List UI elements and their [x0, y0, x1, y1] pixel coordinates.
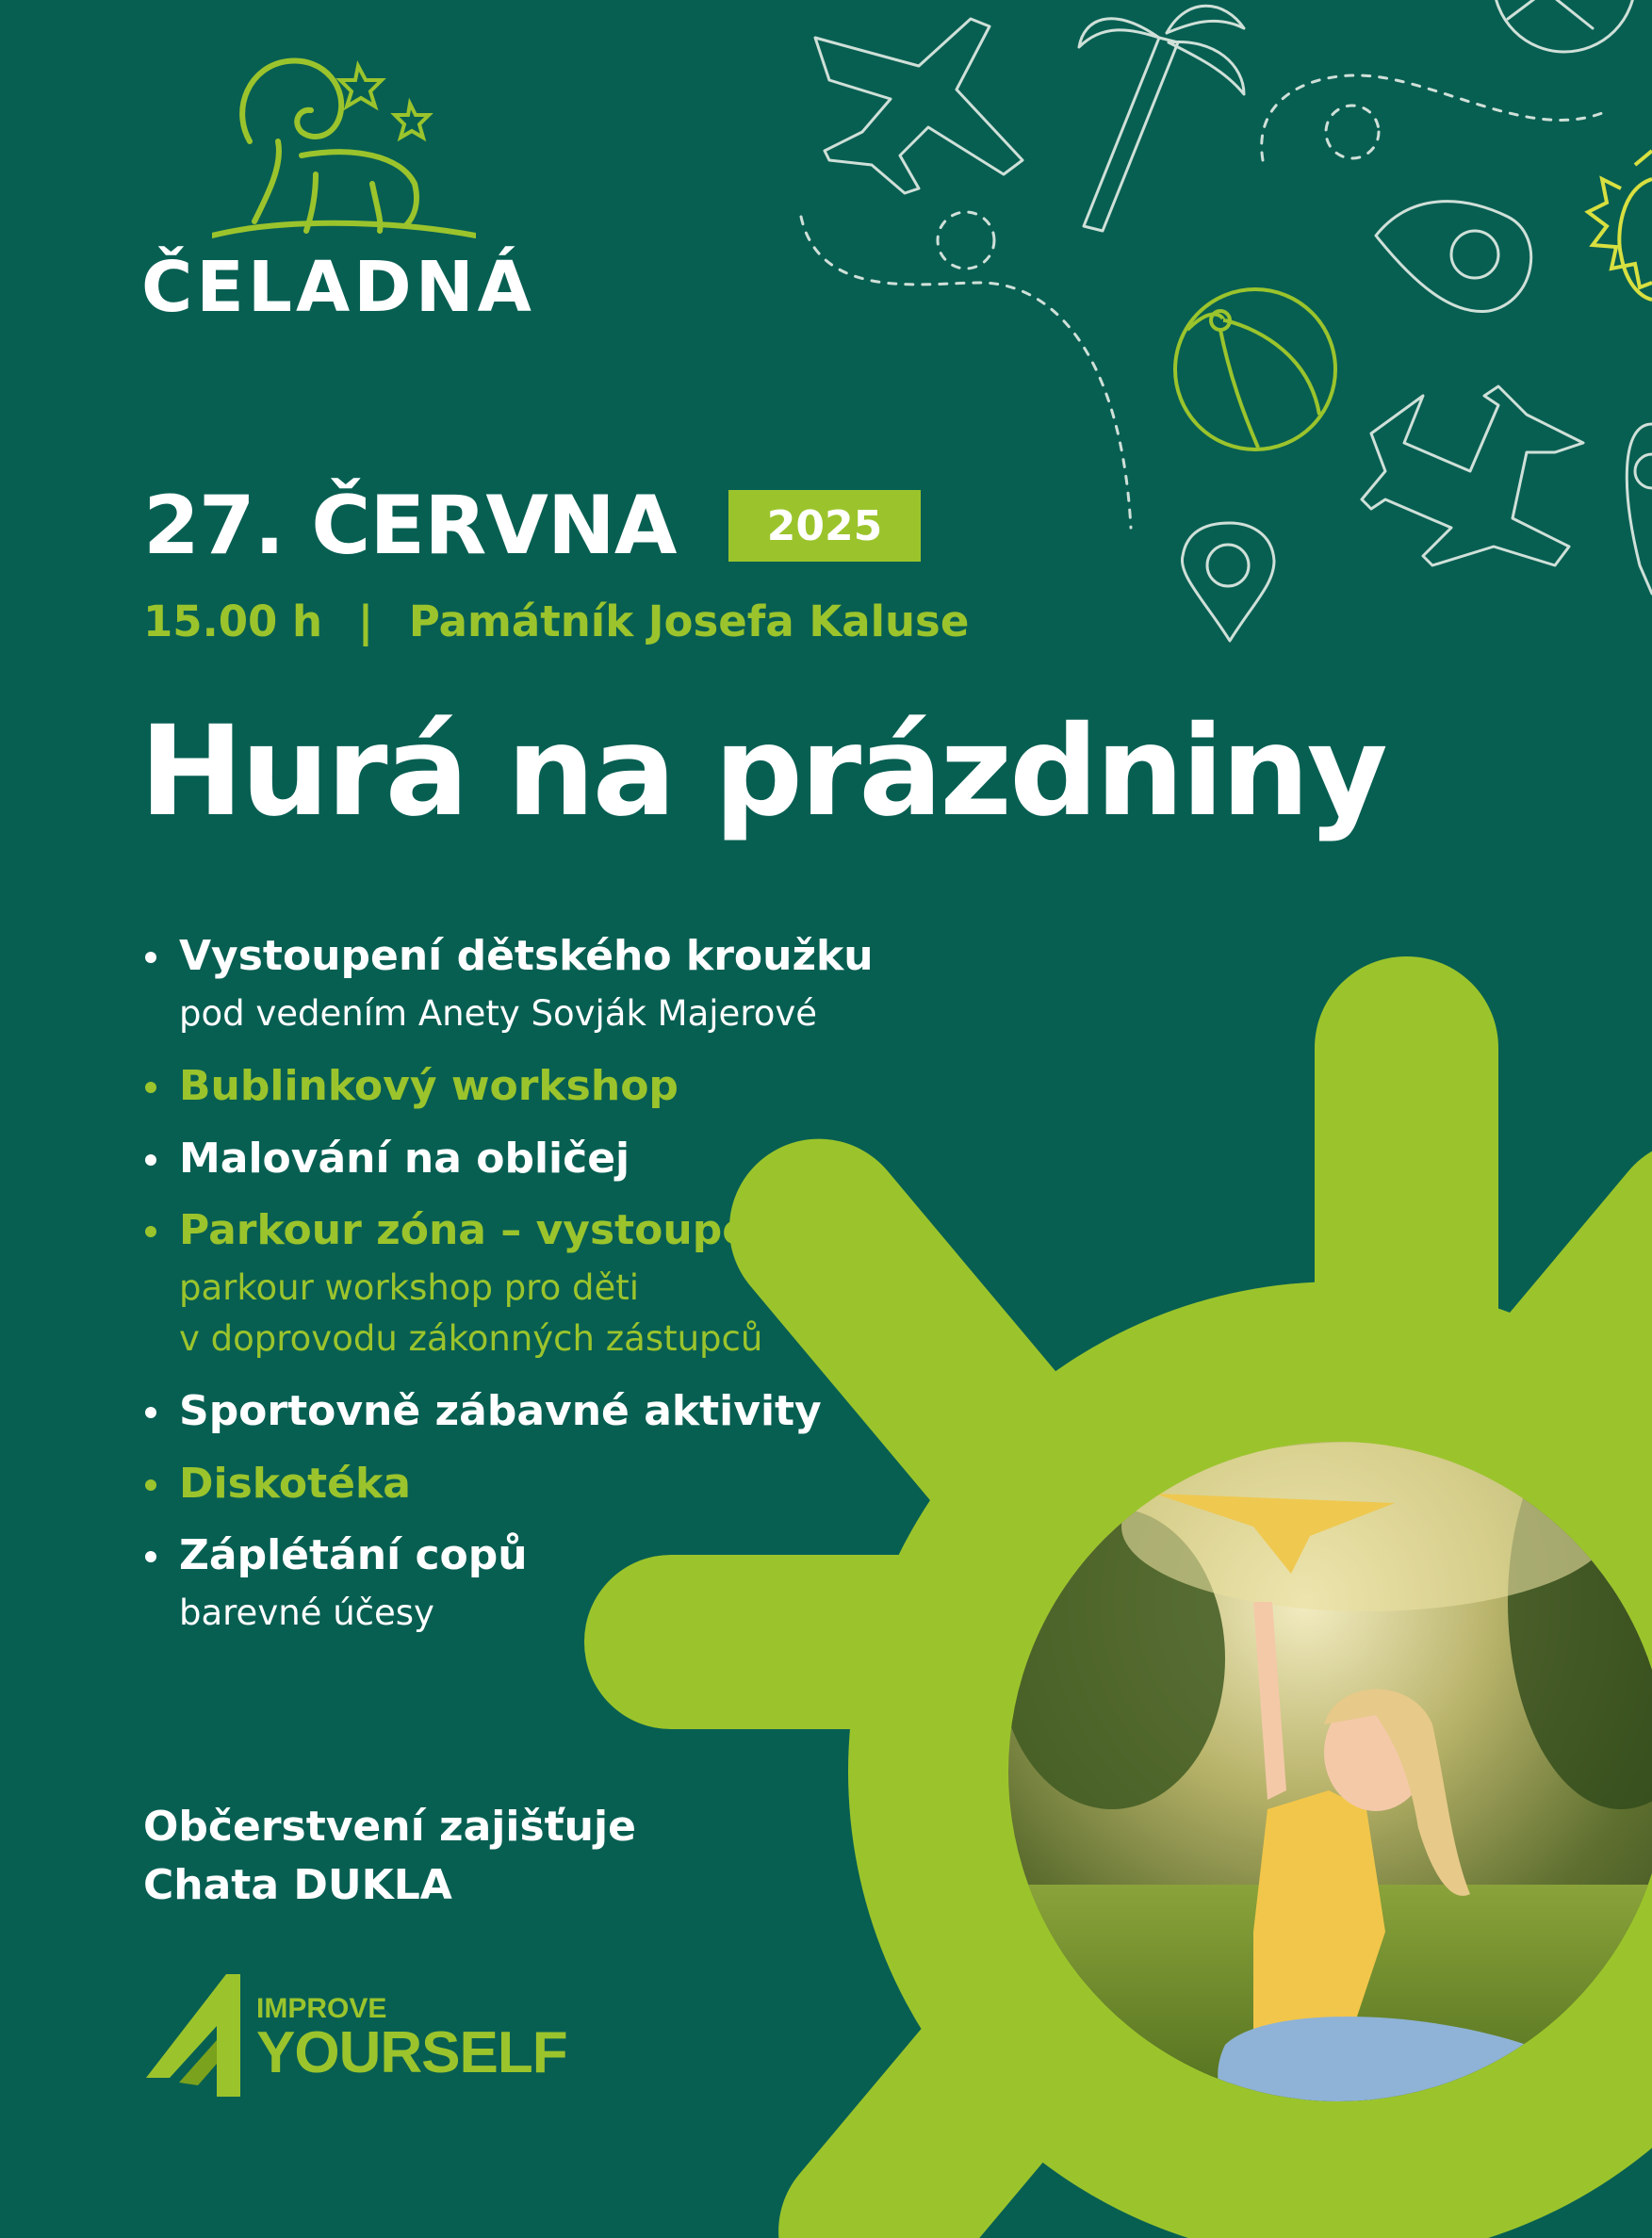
time-place: [143, 596, 969, 646]
list-item: [141, 1063, 990, 1111]
program-item-title: Záplétání copů: [179, 1531, 528, 1580]
bullet: [145, 1082, 156, 1093]
star-icon: [340, 66, 429, 138]
program-item-title: Parkour zóna – vystoupení: [179, 1206, 794, 1255]
event-time: 15.00 h: [143, 596, 323, 646]
event-place: Památník Josefa Kaluse: [408, 596, 970, 646]
list-item: [141, 933, 990, 1038]
program-item-title: Sportovně zábavné aktivity: [179, 1387, 822, 1436]
partner-small-text: IMPROVE: [256, 1993, 387, 2024]
bullet: [145, 1154, 156, 1166]
bullet: [145, 1226, 156, 1237]
bullet: [145, 1407, 156, 1418]
ram-logo-icon: [212, 52, 476, 240]
bullet: [145, 1551, 156, 1562]
list-item: [141, 1207, 990, 1364]
program-item-subtitle: barevné účesy: [179, 1593, 434, 1634]
program-item-title: Vystoupení dětského kroužku: [179, 932, 874, 980]
refreshments-line-2: Chata DUKLA: [143, 1861, 452, 1910]
program-item-subtitle: parkour workshop pro děti: [179, 1267, 640, 1309]
list-item: [141, 1388, 990, 1436]
brand-name: ČELADNÁ: [141, 247, 535, 328]
bullet: [145, 1479, 156, 1491]
year-badge: 2025: [728, 490, 921, 562]
bullet: [145, 952, 156, 963]
program-item-subtitle: v doprovodu zákonných zástupců: [179, 1317, 763, 1359]
list-item: [141, 1532, 990, 1638]
improve-yourself-logo-icon: [146, 1974, 250, 2097]
program-item-subtitle: pod vedením Anety Sovják Majerové: [179, 992, 818, 1034]
list-item: [141, 1135, 990, 1184]
refreshments-line-1: Občerstvení zajišťuje: [143, 1803, 636, 1851]
page-title: Hurá na prázdniny: [139, 699, 1385, 844]
program-item-title: Bublinkový workshop: [179, 1062, 679, 1111]
list-item: [141, 1461, 990, 1509]
program-list: [141, 933, 990, 1663]
event-date: 27. ČERVNA: [143, 479, 677, 573]
program-item-title: Diskotéka: [179, 1459, 411, 1508]
partner-big-text: YOURSELF: [256, 2020, 567, 2085]
program-item-title: Malování na obličej: [179, 1134, 630, 1183]
refreshments-note: [143, 1798, 636, 1916]
separator: |: [357, 596, 374, 646]
